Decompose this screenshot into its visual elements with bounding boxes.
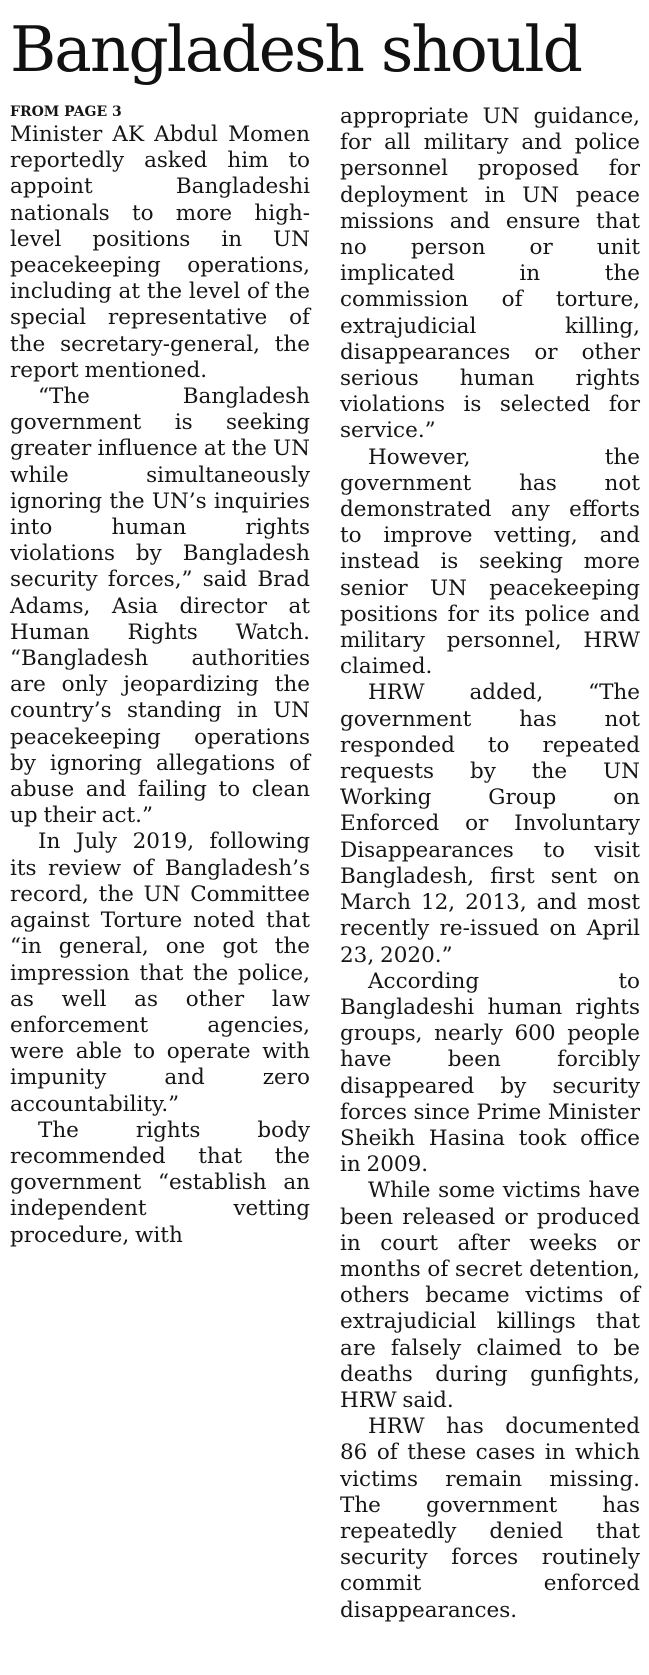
article-column-left (10, 104, 310, 1249)
paragraph: In July 2019, following its review of Bangladesh’s record, the UN Committee against Torture noted that “in general, one got the impression that the police, as well as other law enforcement agencies, were able to operate with impunity and zero accountability.” (10, 829, 310, 1117)
paragraph: appropriate UN guidance, for all military and police personnel proposed for deployment in UN peace missions and ensure that no person or unit implicated in the commission of torture, extrajudicial killing, disappearances or other serious human rights violations is selected for service.” (340, 104, 640, 444)
paragraph: However, the government has not demonstrated any efforts to improve vetting, and instead is seeking more senior UN peacekeeping positions for its police and military personnel, HRW claimed. (340, 444, 640, 680)
paragraph: HRW added, “The government has not responded to repeated requests by the UN Working Group on Enforced or Involuntary Disappearances to visit Bangladesh, first sent on March 12, 2013, and most recently re-issued on April 23, 2020.” (340, 680, 640, 968)
paragraph: According to Bangladeshi human rights groups, nearly 600 people have been forcibly disappeared by security forces since Prime Minister Sheikh Hasina took office in 2009. (340, 968, 640, 1178)
continuation-kicker: FROM PAGE 3 (10, 104, 122, 120)
article-column-right (340, 104, 640, 1624)
paragraph: The rights body recommended that the government “establish an independent vetting procedure, with (10, 1117, 310, 1248)
paragraph: While some victims have been released or produced in court after weeks or months of secret detention, others became victims of extrajudicial killings that are falsely claimed to be deaths during gunfights, HRW said. (340, 1178, 640, 1413)
headline: Bangladesh should (10, 13, 581, 86)
paragraph: “The Bangladesh government is seeking greater influence at the UN while simultaneously ignoring the UN’s inquiries into human rights violations by Bangladesh security forces,” said Brad Adams, Asia director at Human Rights Watch. “Bangladesh authorities are only jeopardizing the country’s standing in UN peacekeeping operations by ignoring allegations of abuse and failing to clean up their act.” (10, 384, 310, 829)
paragraph: Minister AK Abdul Momen reportedly asked him to appoint Bangladeshi nationals to more high-level positions in UN peacekeeping operations, including at the level of the special representative of the secretary-general, the report mentioned. (10, 122, 310, 383)
paragraph: HRW has documented 86 of these cases in which victims remain missing. The government has repeatedly denied that security forces routinely commit enforced disappearances. (340, 1414, 640, 1623)
